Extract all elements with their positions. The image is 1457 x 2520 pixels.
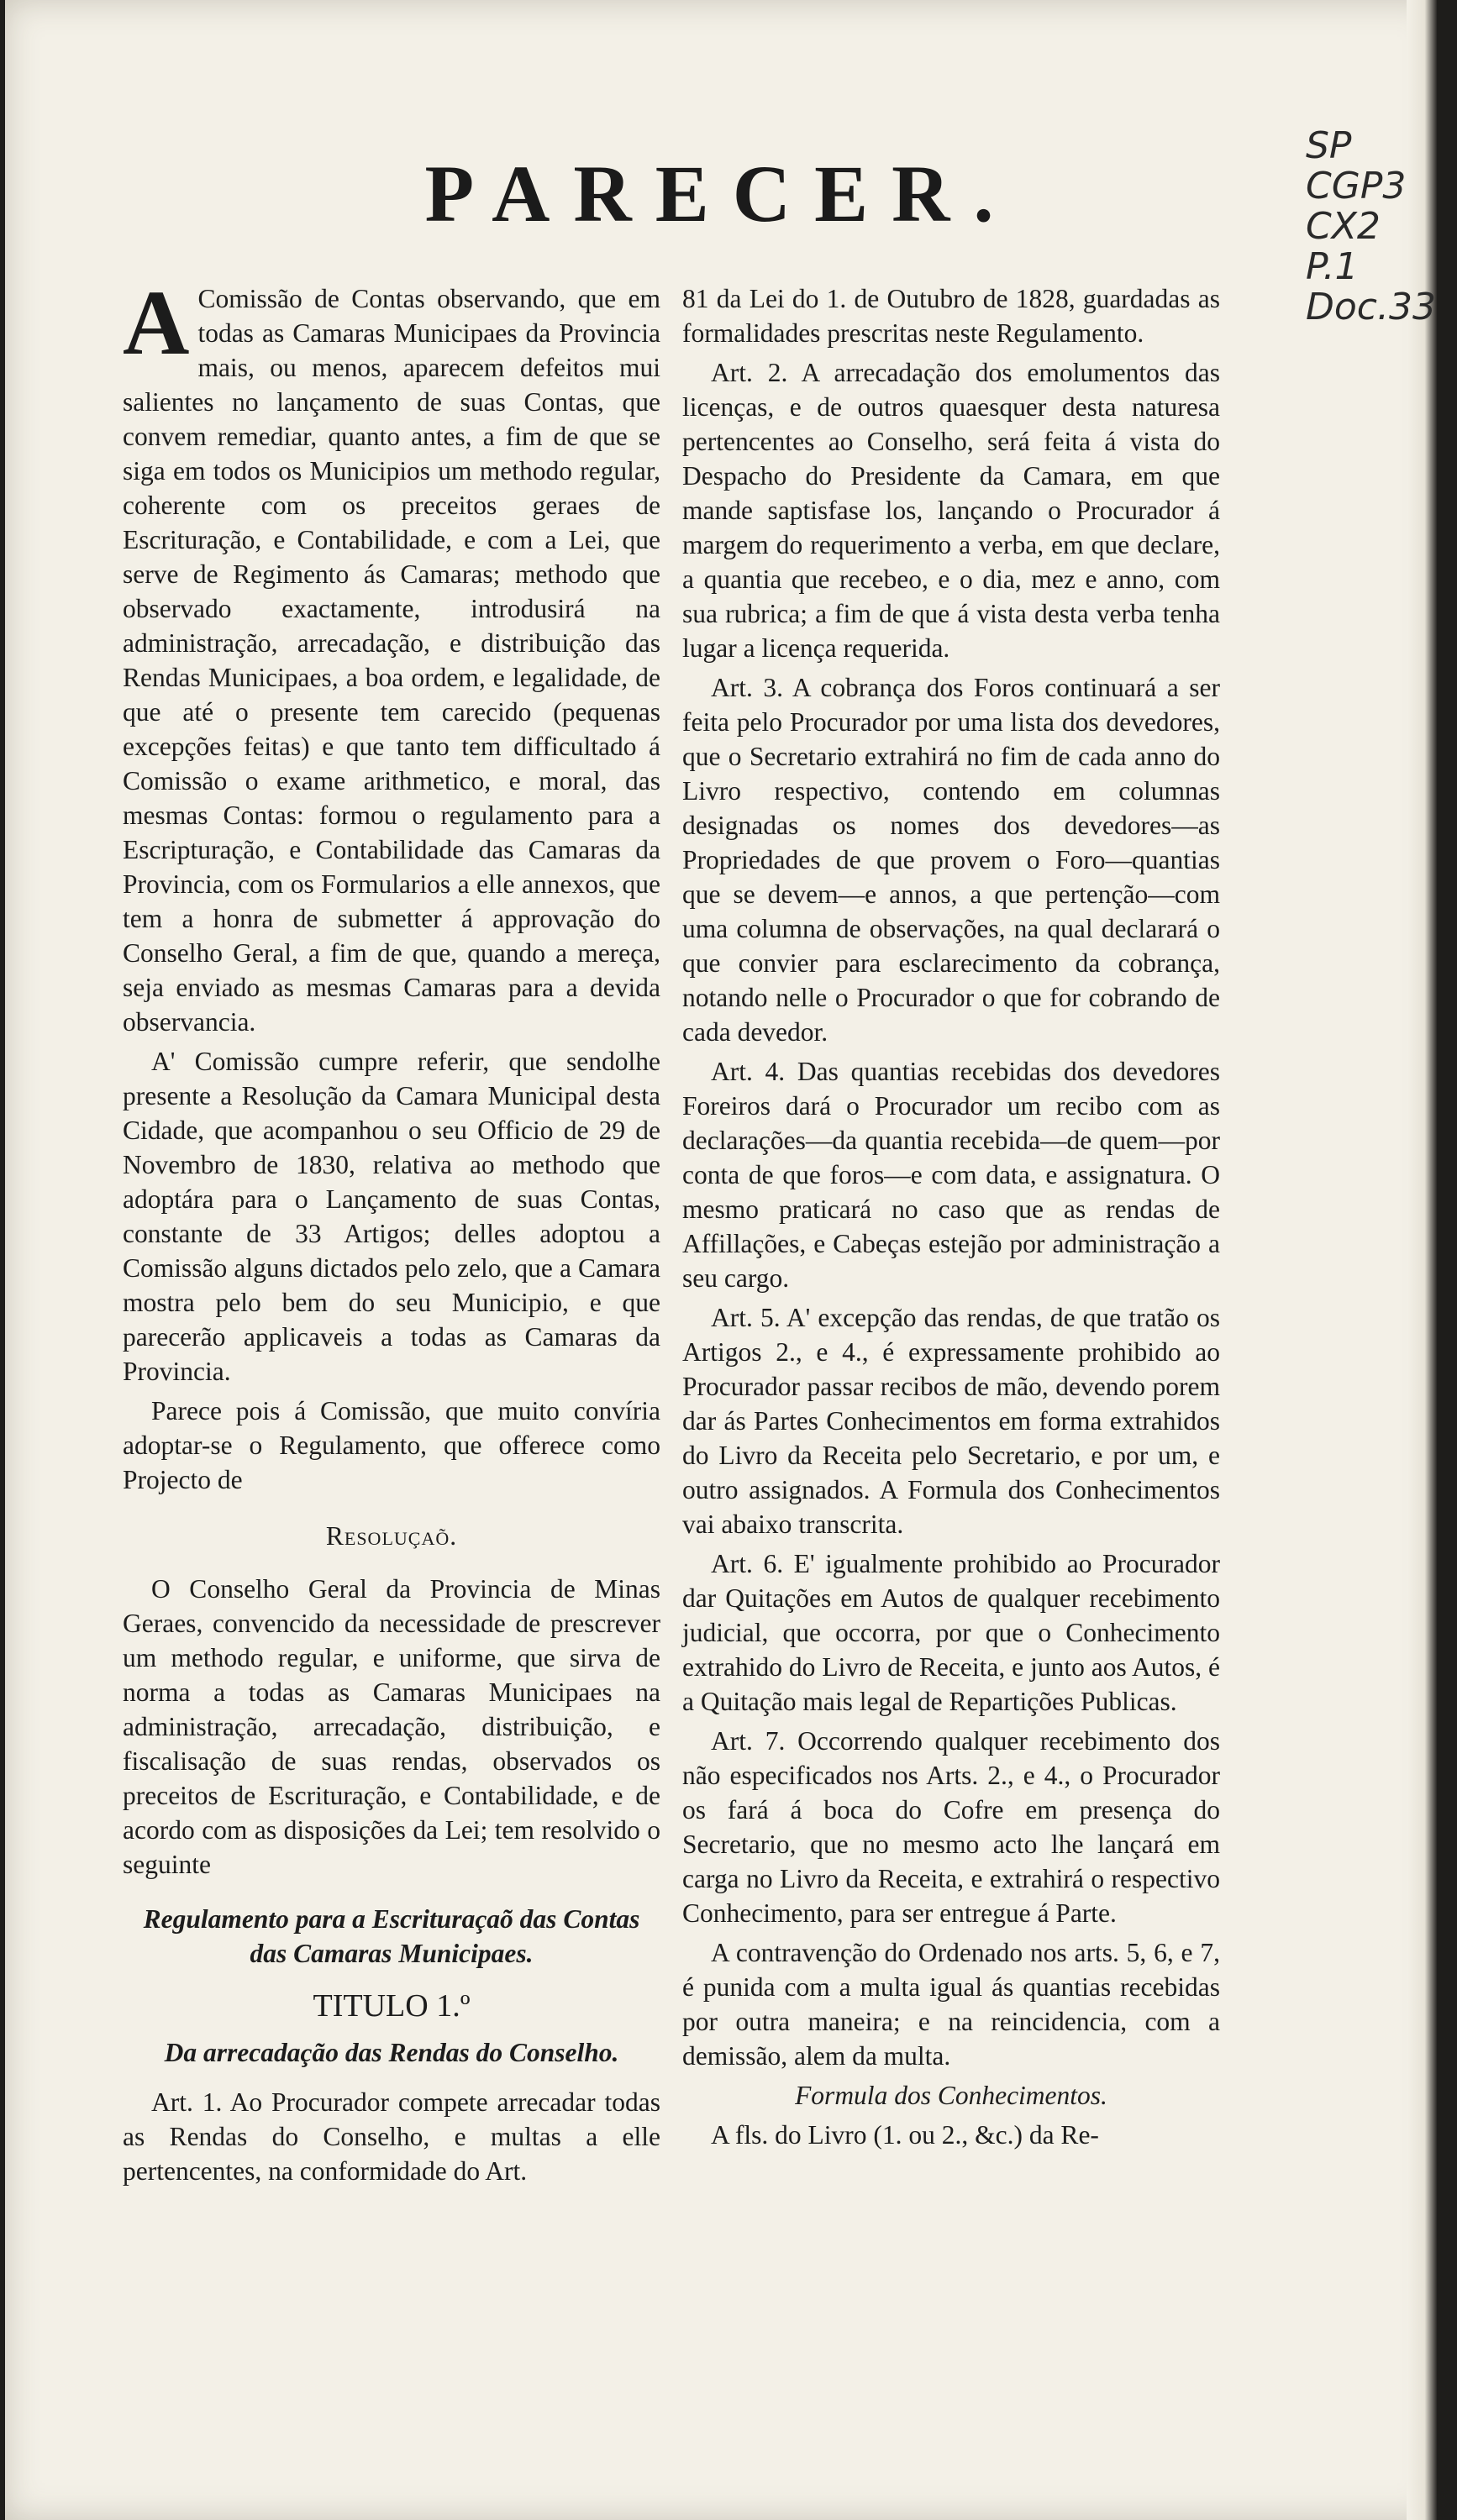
archive-note-line: SP — [1306, 124, 1352, 167]
paragraph: A' Comissão cumpre referir, que sendolhe presente a Resolução da Camara Municipal desta Cidade, que acompanhou o seu Officio de 29 de Novembro de 1830, relativa ao methodo que adoptára para o Lançamento de suas Contas, constante de 33 Artigos; delles adoptou a Comissão alguns dictados pelo zelo, que a Camara mostra pelo bem do seu Municipio, e que parecerão applicaveis a todas as Camaras da Provincia. — [123, 1047, 660, 1386]
archive-note-line: CX2 — [1306, 205, 1381, 248]
article-3: Art. 3. A cobrança dos Foros continuará a ser feita pelo Procurador por uma lista dos devedores, que o Secretario extrahirá no fim de cada anno do Livro respectivo, contendo em columnas designadas os nomes dos devedores—as Propriedades de que provem o Foro—quantias que se devem—e annos, a que pertenção—com uma columna de observações, na qual declarará o que convier para esclarecimento da cobrança, notando nelle o Procurador o que for cobrando de cada devedor. — [682, 673, 1220, 1047]
archive-handwritten-note — [1306, 126, 1440, 328]
drop-cap: A — [123, 271, 190, 374]
archive-note-line: Doc.33 — [1306, 286, 1436, 328]
regulation-title: Regulamento para a Escrituraçaõ das Contas das Camaras Municipaes. — [143, 1904, 640, 1968]
document-title: PARECER. — [424, 149, 1018, 239]
resolution-heading: Resoluçaõ. — [325, 1521, 458, 1551]
paragraph: Parece pois á Comissão, que muito convíria adoptar-se o Regulamento, que offerece como Projecto de — [123, 1396, 660, 1494]
article-4: Art. 4. Das quantias recebidas dos devedores Foreiros dará o Procurador um recibo com as declarações—da quantia recebida—de quem—por conta de que foros—e com data, e assignatura. O mesmo praticará no caso que as rendas de Affillações, e Cabeças estejão por administração a seu cargo. — [682, 1057, 1220, 1293]
right-column — [682, 281, 1220, 2157]
section-heading: Da arrecadação das Rendas do Conselho. — [164, 2038, 619, 2067]
article-7: Art. 7. Occorrendo qualquer recebimento dos não especificados nos Arts. 2., e 4., o Procurador os fará á boca do Cofre em presença do Secretario, que no mesmo acto lhe lançará em carga no Livro da Receita, e extrahirá o respectivo Conhecimento, para ser entregue á Parte. — [682, 1726, 1220, 1928]
archive-note-line: P.1 — [1306, 245, 1359, 288]
intro-text: Comissão de Contas observando, que em todas as Camaras Municipaes da Provincia mais, ou menos, aparecem defeitos mui salientes no lançamento de suas Contas, que convem remediar, quanto antes, a fim de que se siga em todos os Municipios um methodo regular, coherente com os preceitos geraes de Escrituração, e Contabilidade, e com a Lei, que serve de Regimento ás Camaras; methodo que observado exactamente, introdusirá na administração, arrecadação, e distribuição das Rendas Municipaes, a boa ordem, e legalidade, de que até o presente tem carecido (pequenas excepções feitas) e que tanto tem difficultado á Comissão o exame arithmetico, e moral, das mesmas Contas: formou o regulamento para a Escripturação, e Contabilidade das Camaras da Provincia, com os Formularios a elle annexos, que tem a honra de submetter á approvação do Conselho Geral, a fim de que, quando a mereça, seja enviado as mesmas Camaras para a devida observancia. — [123, 284, 660, 1037]
penalty-paragraph: A contravenção do Ordenado nos arts. 5, 6, e 7, é punida com a multa igual ás quantias recebidas por outra maneira; e na reincidencia, com a demissão, alem da multa. — [682, 1938, 1220, 2071]
paragraph: 81 da Lei do 1. de Outubro de 1828, guardadas as formalidades prescritas neste Regulamento. — [682, 284, 1220, 348]
paragraph: O Conselho Geral da Provincia de Minas Geraes, convencido da necessidade de prescrever um methodo regular, e uniforme, que sirva de norma a todas as Camaras Municipaes na administração, arrecadação, distribuição, e fiscalisação de suas rendas, observados os preceitos de Escrituração, e Contabilidade, e de acordo com as disposições da Lei; tem resolvido o seguinte — [123, 1574, 660, 1879]
intro-paragraph — [123, 271, 660, 1039]
article-6: Art. 6. E' igualmente prohibido ao Procurador dar Quitações em Autos de qualquer recebimento judicial, que occorra, por que o Conhecimento extrahido do Livro de Receita, e junto aos Autos, é a Quitação mais legal de Repartições Publicas. — [682, 1549, 1220, 1716]
article-5: Art. 5. A' excepção das rendas, de que tratão os Artigos 2., e 4., é expressamente prohibido ao Procurador passar recibos de mão, devendo porem dar ás Partes Conhecimentos em forma extrahidos do Livro da Receita pelo Secretario, e por um, e outro assignados. A Formula dos Conhecimentos vai abaixo transcrita. — [682, 1303, 1220, 1539]
left-column — [123, 271, 660, 2193]
archive-note-line: CGP3 — [1306, 165, 1407, 207]
article-1: Art. 1. Ao Procurador compete arrecadar todas as Rendas do Conselho, e multas a elle pertencentes, na conformidade do Art. — [123, 2087, 660, 2186]
formula-text: A fls. do Livro (1. ou 2., &c.) da Re- — [711, 2120, 1099, 2150]
document-page — [5, 0, 1437, 2520]
titulo-heading: TITULO 1.º — [313, 1988, 471, 2024]
formula-heading: Formula dos Conhecimentos. — [795, 2081, 1107, 2110]
article-2: Art. 2. A arrecadação dos emolumentos das licenças, e de outros quaesquer desta naturesa pertencentes ao Conselho, será feita á vista do Despacho do Presidente da Camara, em que mande saptisfase los, lançando o Procurador á margem do requerimento a verba, em que declare, a quantia que recebeo, e o dia, mez e anno, com sua rubrica; a fim de que á vista desta verba tenha lugar a licença requerida. — [682, 358, 1220, 663]
page-edge — [1407, 0, 1437, 2520]
